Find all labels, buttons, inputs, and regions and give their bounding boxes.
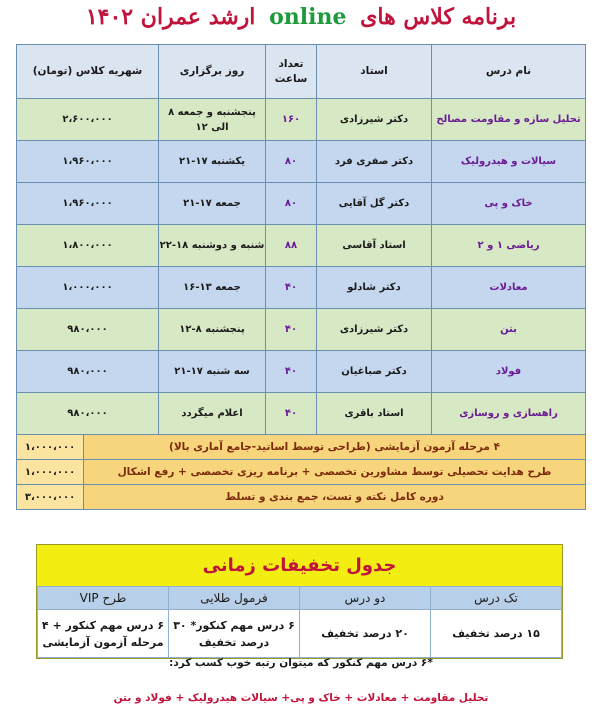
teacher-name: دکتر صفری فرد — [317, 141, 432, 183]
course-days: پنجشنبه و جمعه ۸ الی ۱۲ — [159, 99, 266, 141]
course-name: راهسازی و روسازی — [432, 393, 586, 435]
title-online: online — [269, 4, 347, 30]
table-row — [17, 183, 586, 225]
course-hours: ۸۸ — [266, 225, 317, 267]
course-days: جمعه ۱۳-۱۶ — [159, 267, 266, 309]
discount-col-single: تک درس — [431, 587, 562, 610]
course-hours: ۴۰ — [266, 351, 317, 393]
discount-col-double: دو درس — [300, 587, 431, 610]
course-days: اعلام میگردد — [159, 393, 266, 435]
teacher-name: دکتر شیرزادی — [317, 99, 432, 141]
course-hours: ۸۰ — [266, 141, 317, 183]
discount-col-golden: فرمول طلایی — [169, 587, 300, 610]
course-fee: ۹۸۰،۰۰۰ — [17, 393, 159, 435]
table-row — [17, 351, 586, 393]
teacher-name: استاد باقری — [317, 393, 432, 435]
header-days: روز برگزاری — [159, 45, 266, 99]
course-fee: ۱،۹۶۰،۰۰۰ — [17, 183, 159, 225]
table-row — [17, 225, 586, 267]
course-name: سیالات و هیدرولیک — [432, 141, 586, 183]
schedule-table — [16, 44, 586, 510]
discount-header-row — [38, 587, 562, 610]
header-hours: تعداد ساعت — [266, 45, 317, 99]
course-fee: ۲،۶۰۰،۰۰۰ — [17, 99, 159, 141]
course-fee: ۱،۰۰۰،۰۰۰ — [17, 267, 159, 309]
title-rest: ارشد عمران ۱۴۰۲ — [85, 4, 256, 30]
discount-box — [36, 544, 563, 659]
table-row — [17, 393, 586, 435]
extra-fee: ۳،۰۰۰،۰۰۰ — [17, 485, 84, 510]
course-days: جمعه ۱۷-۲۱ — [159, 183, 266, 225]
extra-fee: ۱،۰۰۰،۰۰۰ — [17, 460, 84, 485]
table-row — [17, 267, 586, 309]
course-hours: ۱۶۰ — [266, 99, 317, 141]
discount-table — [37, 586, 562, 658]
header-fee: شهریه کلاس (تومان) — [17, 45, 159, 99]
teacher-name: دکتر گل آقایی — [317, 183, 432, 225]
discount-title: جدول تخفیفات زمانی — [37, 545, 562, 586]
extra-row — [17, 435, 586, 460]
extra-fee: ۱،۰۰۰،۰۰۰ — [17, 435, 84, 460]
footnote: *۶ درس مهم کنکور که میتوان رتبه خوب کسب کرد: — [169, 657, 433, 669]
course-days: شنبه و دوشنبه ۱۸-۲۲ — [159, 225, 266, 267]
course-name: تحلیل سازه و مقاومت مصالح — [432, 99, 586, 141]
course-name: فولاد — [432, 351, 586, 393]
course-fee: ۹۸۰،۰۰۰ — [17, 351, 159, 393]
course-days: سه شنبه ۱۷-۲۱ — [159, 351, 266, 393]
page-title — [0, 4, 602, 38]
extra-description: ۴ مرحله آزمون آزمایشی (طراحی توسط اساتید-جامع آماری بالا) — [84, 435, 586, 460]
table-header-row — [17, 45, 586, 99]
discount-value-golden: ۶ درس مهم کنکور* ۳۰ درصد تخفیف — [169, 610, 300, 658]
teacher-name: دکتر شادلو — [317, 267, 432, 309]
course-hours: ۸۰ — [266, 183, 317, 225]
title-main: برنامه کلاس های — [360, 4, 517, 30]
header-teacher: استاد — [317, 45, 432, 99]
discount-value-row — [38, 610, 562, 658]
course-name: معادلات — [432, 267, 586, 309]
header-course: نام درس — [432, 45, 586, 99]
discount-value-vip: ۶ درس مهم کنکور + ۴ مرحله آزمون آزمایشی — [38, 610, 169, 658]
course-hours: ۴۰ — [266, 309, 317, 351]
extra-row — [17, 460, 586, 485]
course-fee: ۱،۸۰۰،۰۰۰ — [17, 225, 159, 267]
course-hours: ۴۰ — [266, 267, 317, 309]
discount-col-vip: طرح VIP — [38, 587, 169, 610]
table-row — [17, 141, 586, 183]
extra-description: طرح هدایت تحصیلی توسط مشاورین تخصصی + برنامه ریزی تخصصی + رفع اشکال — [84, 460, 586, 485]
course-days: پنجشنبه ۸-۱۲ — [159, 309, 266, 351]
discount-value-double: ۲۰ درصد تخفیف — [300, 610, 431, 658]
course-name: خاک و پی — [432, 183, 586, 225]
course-fee: ۱،۹۶۰،۰۰۰ — [17, 141, 159, 183]
course-name: ریاضی ۱ و ۲ — [432, 225, 586, 267]
teacher-name: دکتر صباغیان — [317, 351, 432, 393]
teacher-name: دکتر شیرزادی — [317, 309, 432, 351]
teacher-name: استاد آقاسی — [317, 225, 432, 267]
table-row — [17, 309, 586, 351]
course-name: بتن — [432, 309, 586, 351]
extra-row — [17, 485, 586, 510]
table-row — [17, 99, 586, 141]
course-hours: ۴۰ — [266, 393, 317, 435]
discount-value-single: ۱۵ درصد تخفیف — [431, 610, 562, 658]
important-courses: تحلیل مقاومت + معادلات + خاک و پی+ سیالات هیدرولیک + فولاد و بتن — [113, 692, 489, 704]
extra-description: دوره کامل نکته و تست، جمع بندی و تسلط — [84, 485, 586, 510]
course-fee: ۹۸۰،۰۰۰ — [17, 309, 159, 351]
course-days: یکشنبه ۱۷-۲۱ — [159, 141, 266, 183]
